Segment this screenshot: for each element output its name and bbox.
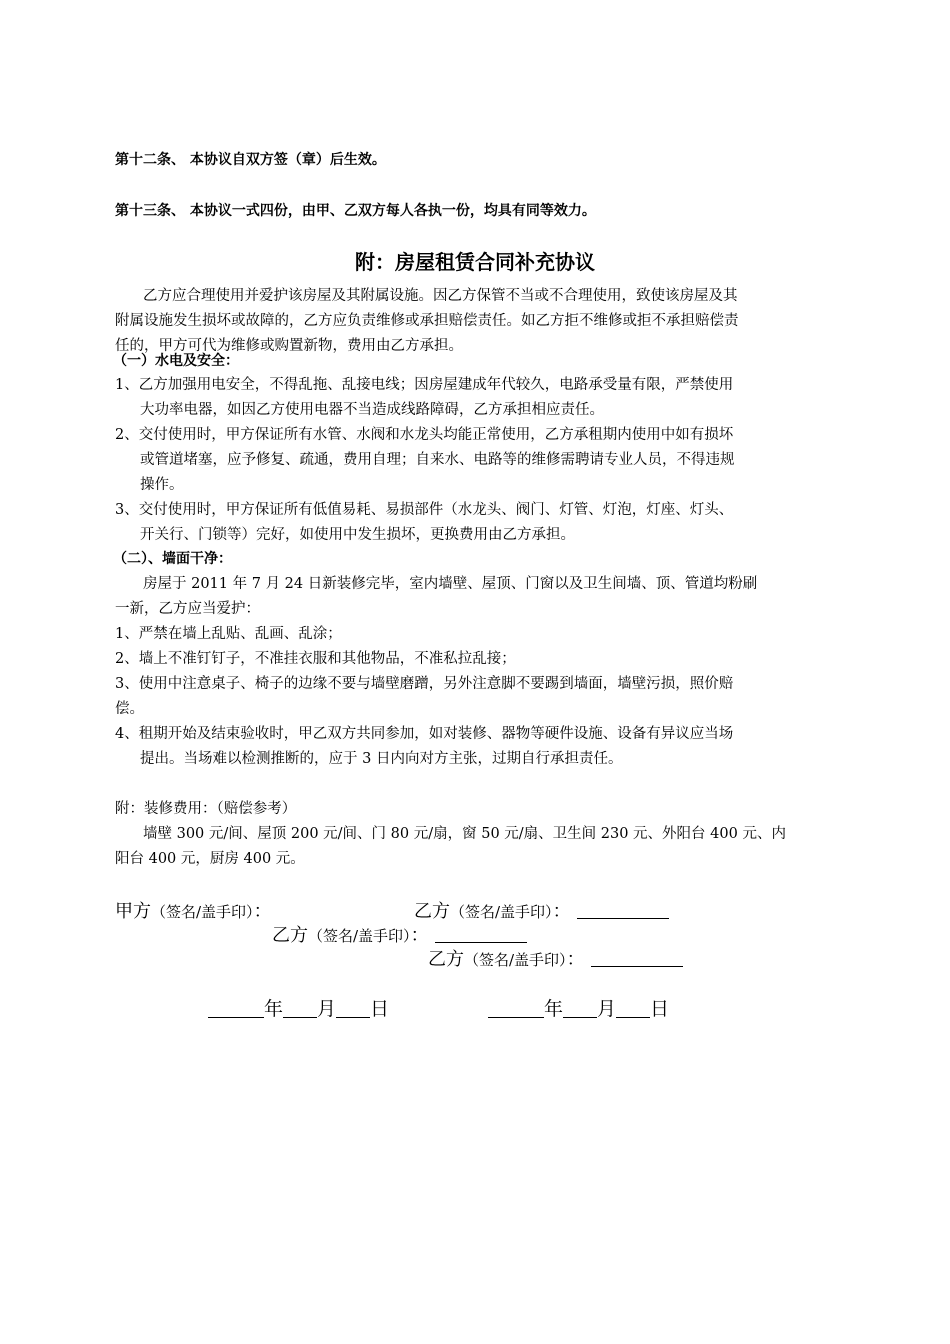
year-blank [208,997,264,1018]
fee-line-1: 墙壁 300 元/间、屋顶 200 元/间、门 80 元/扇，窗 50 元/扇、卫生间 230 元、外阳台 400 元、内 [143,826,786,842]
s2-item-3-line-2: 偿。 [115,701,144,717]
party-a-label: 甲方 [115,901,151,922]
day-label: 日 [370,998,390,1020]
section-2-heading: （二）、墙面干净： [113,551,232,567]
s2-item-4-line-1: 4、租期开始及结束验收时，甲乙双方共同参加，如对装修、器物等硬件设施、设备有异议应当场 [115,726,734,742]
party-a-signature [115,897,272,923]
supplement-title: 附：房屋租赁合同补充协议 [355,250,595,274]
article-13: 第十三条、 本协议一式四份，由甲、乙双方每人各执一份，均具有同等效力。 [115,203,596,219]
s1-item-2-line-1: 2、交付使用时，甲方保证所有水管、水阀和水龙头均能正常使用，乙方承租期内使用中如有损坏 [115,427,734,443]
s1-item-1-line-2: 大功率电器，如因乙方使用电器不当造成线路障碍，乙方承担相应责任。 [140,402,604,418]
intro-line-2: 附属设施发生损坏或故障的，乙方应负责维修或承担赔偿责任。如乙方拒不维修或拒不承担赔偿责 [115,313,739,329]
fee-line-2: 阳台 400 元，厨房 400 元。 [115,851,305,867]
year-blank [488,997,544,1018]
month-label: 月 [317,998,337,1020]
s1-item-3-line-1: 3、交付使用时，甲方保证所有低值易耗、易损部件（水龙头、阀门、灯管、灯泡，灯座、灯头、 [115,502,734,518]
party-b-signature-1 [414,897,669,923]
date-line-left [208,994,389,1021]
month-blank [563,997,597,1018]
party-b-label: 乙方 [414,901,450,922]
month-label: 月 [597,998,617,1020]
article-12: 第十二条、 本协议自双方签（章）后生效。 [115,152,386,168]
intro-line-3: 任的，甲方可代为维修或购置新物，费用由乙方承担。 [115,338,463,354]
day-label: 日 [650,998,670,1020]
s2-intro-line-2: 一新，乙方应当爱护： [115,601,260,617]
day-blank [616,997,650,1018]
party-b-signature-3 [428,945,683,971]
s1-item-2-line-2: 或管道堵塞，应予修复、疏通，费用自理；自来水、电路等的维修需聘请专业人员，不得违规 [140,452,735,468]
party-b-sign-note: （签名/盖手印） [464,951,567,969]
party-b-sign-note: （签名/盖手印） [450,903,553,921]
party-a-sign-note: （签名/盖手印） [151,903,254,921]
signature-blank [435,924,527,943]
s2-intro-line-1: 房屋于 2011 年 7 月 24 日新装修完毕，室内墙壁、屋顶、门窗以及卫生间墙、顶、管道均粉刷 [143,576,758,592]
party-b-label: 乙方 [428,949,464,970]
signature-blank [577,900,669,919]
party-b-sign-note: （签名/盖手印） [308,927,411,945]
s2-item-2: 2、墙上不准钉钉子，不准挂衣服和其他物品，不准私拉乱接； [115,651,516,667]
s1-item-3-line-2: 开关行、门锁等）完好，如使用中发生损坏，更换费用由乙方承担。 [140,527,575,543]
section-1-heading: （一）水电及安全： [113,353,239,369]
year-label: 年 [544,998,564,1020]
party-b-label: 乙方 [272,925,308,946]
intro-line-1: 乙方应合理使用并爱护该房屋及其附属设施。因乙方保管不当或不合理使用，致使该房屋及其 [143,288,738,304]
year-label: 年 [264,998,284,1020]
s1-item-2-line-3: 操作。 [140,477,184,493]
day-blank [336,997,370,1018]
party-b-colon: ： [552,901,571,922]
s2-item-4-line-2: 提出。当场难以检测推断的，应于 3 日内向对方主张，过期自行承担责任。 [140,751,623,767]
s2-item-1: 1、严禁在墙上乱贴、乱画、乱涂； [115,626,342,642]
s1-item-1-line-1: 1、乙方加强用电安全，不得乱拖、乱接电线；因房屋建成年代较久，电路承受量有限，严禁使用 [115,377,734,393]
s2-item-3-line-1: 3、使用中注意桌子、椅子的边缘不要与墙壁磨蹭，另外注意脚不要踢到墙面，墙壁污损，照价赔 [115,676,734,692]
signature-blank [591,948,683,967]
month-blank [283,997,317,1018]
party-b-signature-2 [272,921,527,947]
party-b-colon: ： [566,949,585,970]
party-a-colon: ： [253,901,272,922]
fee-heading: 附：装修费用：（赔偿参考） [115,801,297,817]
party-b-colon: ： [410,925,429,946]
date-line-right [488,994,669,1021]
